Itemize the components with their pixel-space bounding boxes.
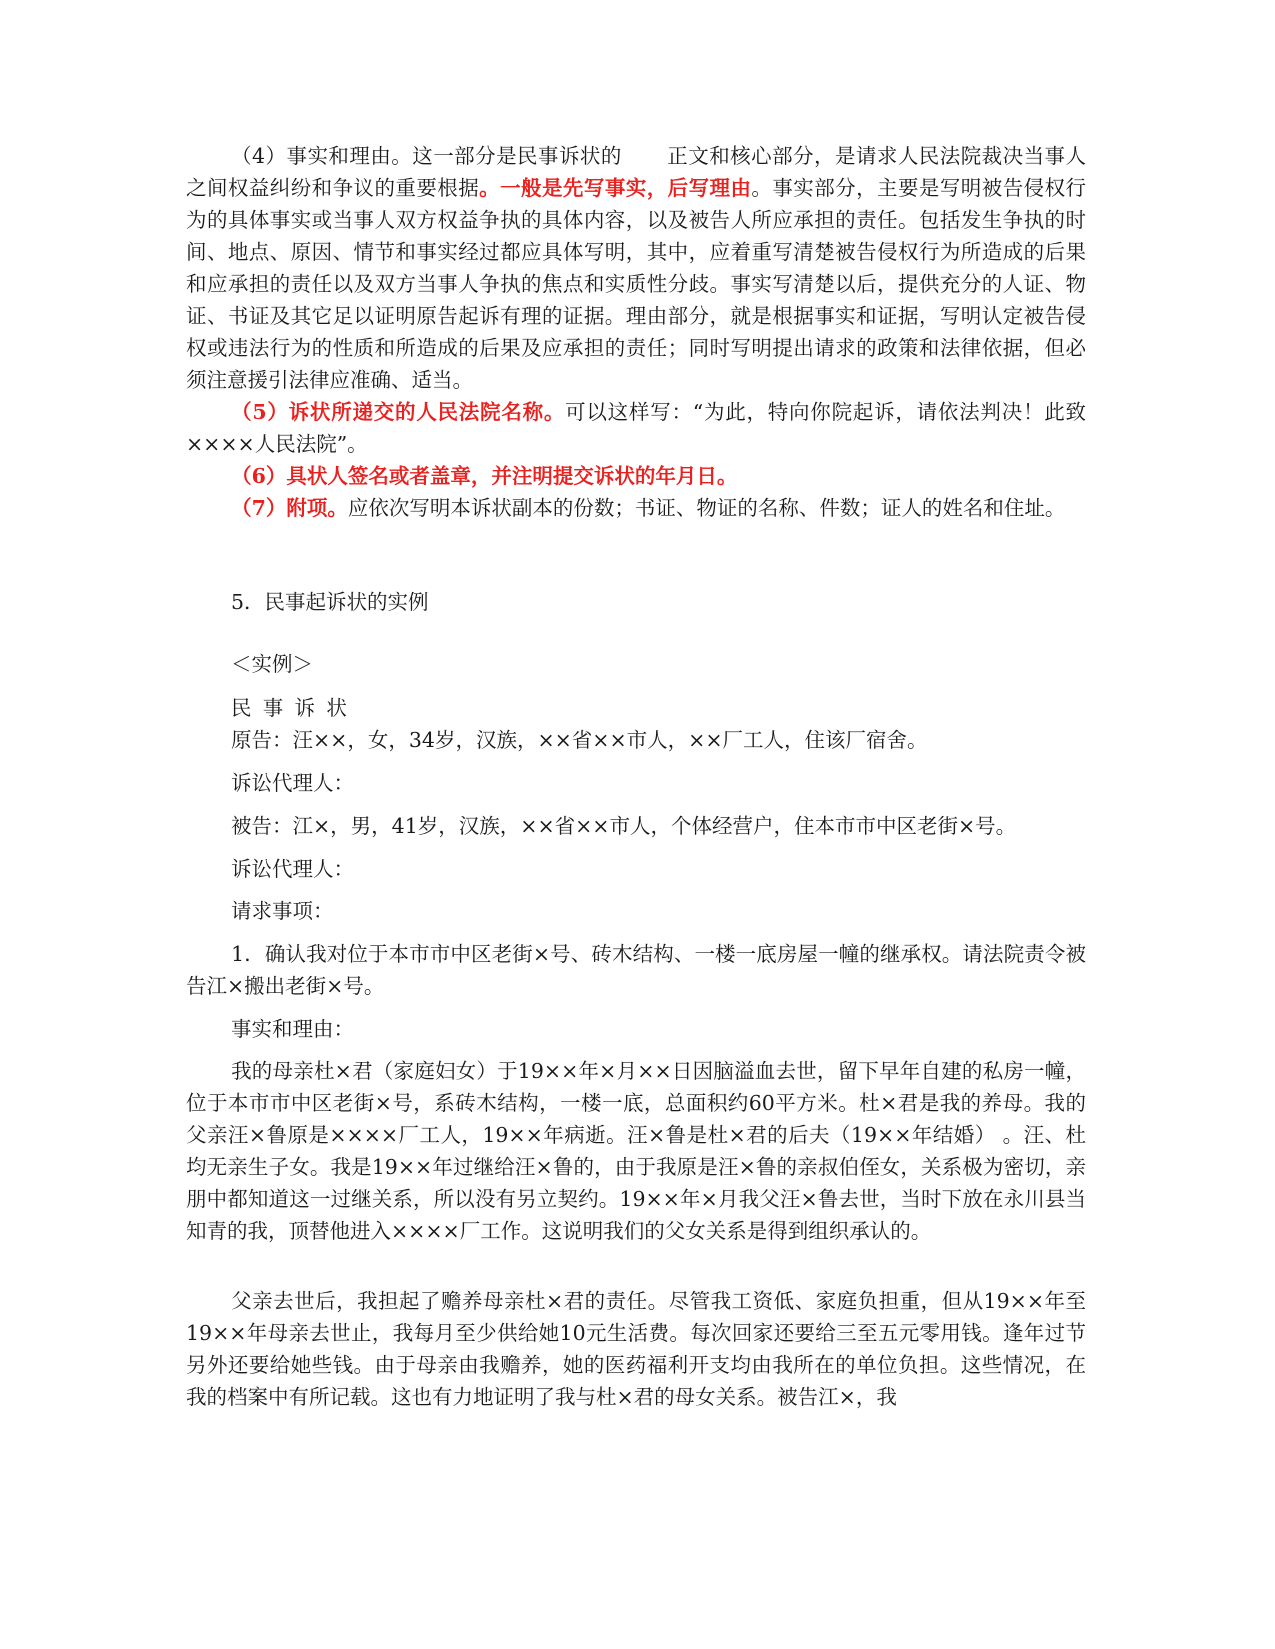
claim-1 bbox=[186, 938, 1086, 1002]
facts-paragraph-1-text: 我的母亲杜×君（家庭妇女）于19××年×月××日因脑溢血去世，留下早年自建的私房一幢，位于本市市中区老街×号，系砖木结构，一楼一底，总面积约60平方米。杜×君是我的养母。我的父亲汪×鲁原是××××厂工人，19××年病逝。汪×鲁是杜×君的后夫（19××年结婚） 。汪、杜均无亲生子女。我是19××年过继给汪×鲁的，由于我原是汪×鲁的亲叔伯侄女，关系极为密切，亲朋中都知道这一过继关系，所以没有另立契约。19××年×月我父汪×鲁去世，当时下放在永川县当知青的我，顶替他进入××××厂工作。这说明我们的父女关系是得到组织承认的。 bbox=[186, 1059, 1086, 1243]
section-5-paragraph bbox=[186, 396, 1086, 460]
section-5-highlight: （5）诉状所递交的人民法院名称。 bbox=[231, 400, 566, 424]
section-7-highlight: （7）附项。 bbox=[231, 496, 348, 520]
example-tag: ＜实例＞ bbox=[231, 652, 313, 676]
facts-paragraph-2 bbox=[186, 1285, 1086, 1413]
example-heading: 5．民事起诉状的实例 bbox=[231, 590, 429, 614]
section-5-text: 可以这样写：“为此，特向你院起诉，请依法判决！此致××××人民法院”。 bbox=[186, 400, 1086, 456]
claim-1-text: 1．确认我对位于本市市中区老街×号、砖木结构、一楼一底房屋一幢的继承权。请法院责令被告江×搬出老街×号。 bbox=[186, 942, 1086, 998]
facts-paragraph-1 bbox=[186, 1055, 1086, 1247]
claims-label: 请求事项： bbox=[231, 899, 334, 923]
section-7-text: 应依次写明本诉状副本的份数；书证、物证的名称、件数；证人的姓名和住址。 bbox=[347, 496, 1066, 520]
section-4-highlight: 。一般是先写事实，后写理由 bbox=[479, 176, 752, 200]
section-6-paragraph bbox=[186, 460, 1086, 492]
section-4-text-a: （4）事实和理由。这一部分是民事诉状的 bbox=[231, 144, 622, 168]
facts-label: 事实和理由： bbox=[231, 1017, 354, 1041]
section-4-paragraph bbox=[186, 140, 1086, 396]
section-4-text-b: 正文和核心部分，是请求人民法院裁决当事人之间权益纠纷和争议的重要根据 bbox=[186, 144, 1087, 200]
plaintiff-line: 原告：汪××，女，34岁，汉族，××省××市人，××厂工人，住该厂宿舍。 bbox=[231, 728, 928, 752]
section-4-text-c: 。事实部分，主要是写明被告侵权行为的具体事实或当事人双方权益争执的具体内容，以及被告人所应承担的责任。包括发生争执的时间、地点、原因、情节和事实经过都应具体写明，其中，应着重写清楚被告侵权行为所造成的后果和应承担的责任以及双方当事人争执的焦点和实质性分歧。事实写清楚以后，提供充分的人证、物证、书证及其它足以证明原告起诉有理的证据。理由部分，就是根据事实和证据，写明认定被告侵权或违法行为的性质和所造成的后果及应承担的责任；同时写明提出请求的政策和法律依据，但必须注意援引法律应准确、适当。 bbox=[186, 176, 1087, 392]
agent-line-1: 诉讼代理人： bbox=[231, 771, 354, 795]
sections-4-to-7 bbox=[186, 140, 1086, 524]
doc-title: 民事诉状 bbox=[231, 696, 359, 720]
section-6-highlight: （6）具状人签名或者盖章，并注明提交诉状的年月日。 bbox=[231, 464, 738, 488]
facts-paragraph-2-text: 父亲去世后，我担起了赡养母亲杜×君的责任。尽管我工资低、家庭负担重，但从19××年至19××年母亲去世止，我每月至少供给她10元生活费。每次回家还要给三至五元零用钱。逢年过节另外还要给她些钱。由于母亲由我赡养，她的医药福利开支均由我所在的单位负担。这些情况，在我的档案中有所记载。这也有力地证明了我与杜×君的母女关系。被告江×，我 bbox=[186, 1289, 1086, 1409]
section-7-paragraph bbox=[186, 492, 1086, 524]
agent-line-2: 诉讼代理人： bbox=[231, 857, 354, 881]
defendant-line: 被告：江×，男，41岁，汉族，××省××市人，个体经营户，住本市市中区老街×号。 bbox=[231, 814, 1017, 838]
